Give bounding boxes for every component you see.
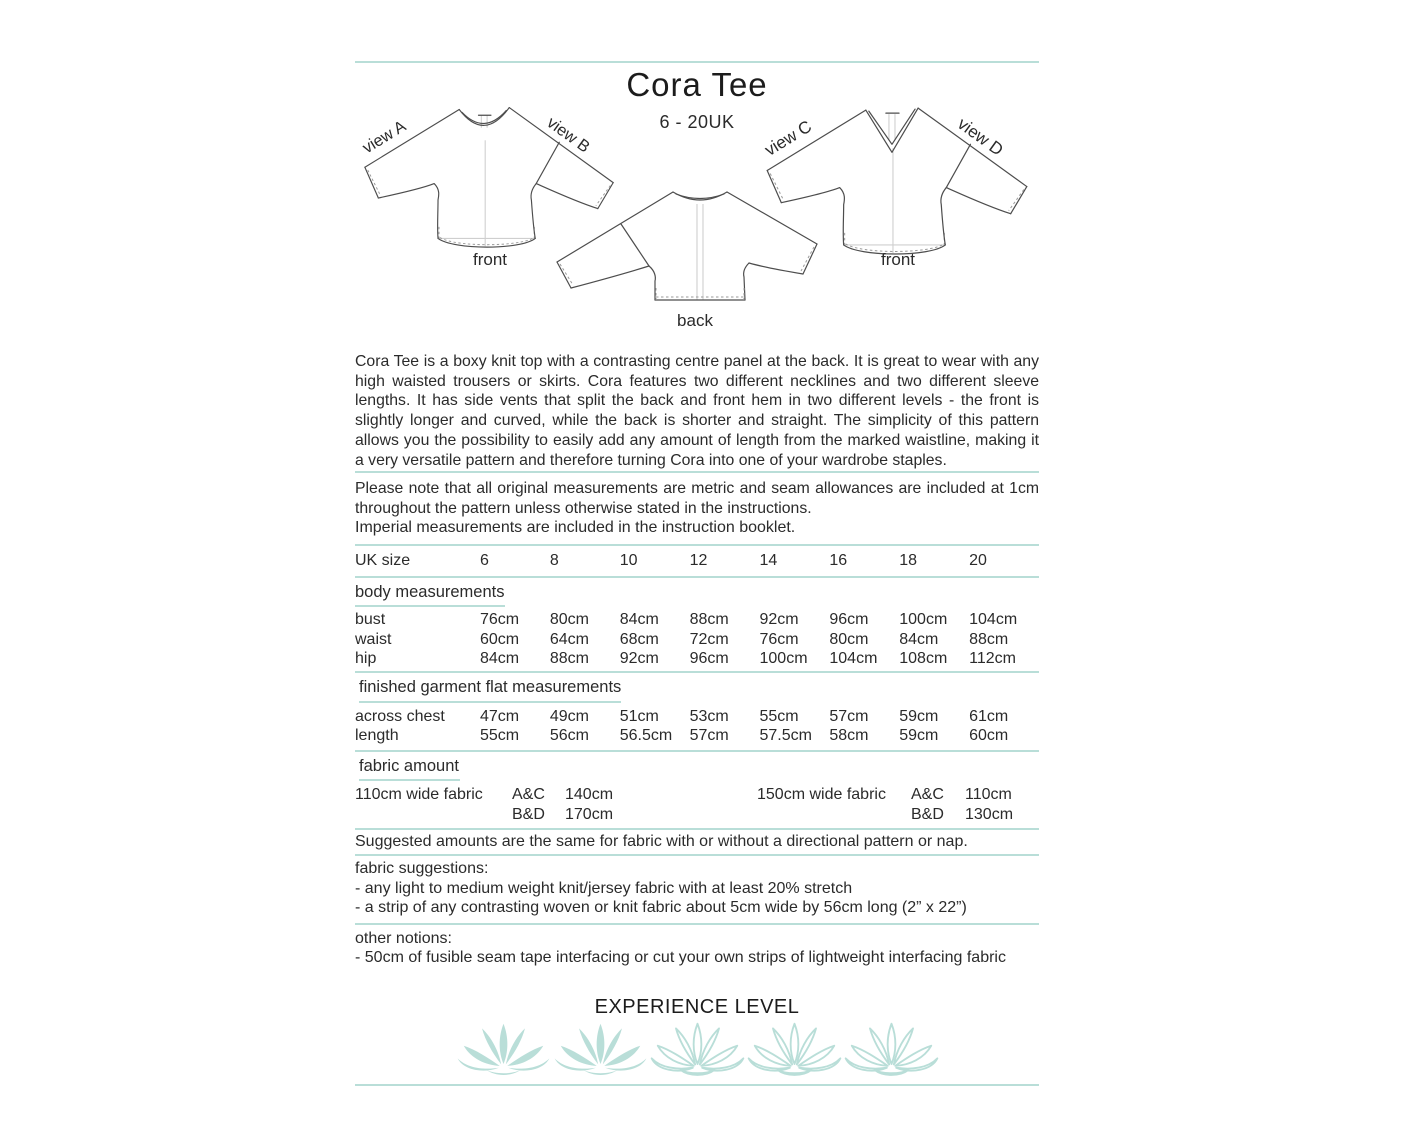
size-cell: 6 [480, 552, 489, 569]
table-cell: 88cm [969, 631, 1009, 648]
table-cell: 53cm [689, 708, 729, 725]
table-cell: 100cm [759, 650, 808, 667]
divider [355, 544, 1039, 546]
view-d-label: view D [954, 114, 1007, 160]
table-cell: 72cm [689, 631, 729, 648]
table-cell: 61cm [969, 708, 1009, 725]
page-title: Cora Tee [626, 66, 768, 103]
table-cell: 57.5cm [759, 727, 812, 744]
table-cell: 47cm [480, 708, 520, 725]
divider [355, 471, 1039, 473]
table-cell: 49cm [549, 708, 589, 725]
table-cell: 92cm [619, 650, 659, 667]
size-cell: 16 [829, 552, 848, 569]
table-cell: 88cm [689, 611, 729, 628]
row-label: length [355, 727, 399, 744]
fabric-amount: 140cm [565, 786, 614, 803]
size-cell: 18 [899, 552, 918, 569]
fabric-amount: 170cm [565, 806, 614, 823]
lotus-icon [650, 1020, 745, 1078]
fabric-views: A&C [512, 786, 545, 803]
garment-caption: back [677, 311, 713, 330]
table-cell: 59cm [899, 708, 939, 725]
row-label: UK size [355, 552, 411, 569]
row-label: waist [355, 631, 392, 648]
fabric-amount-heading: fabric amount [359, 757, 459, 775]
measurement-note: Please note that all original measurements are metric and seam allowances are included at 1cm throughout the pattern unless otherwise stated in the instructions. [355, 480, 1039, 517]
table-cell: 76cm [759, 631, 799, 648]
table-cell: 76cm [480, 611, 520, 628]
size-cell: 20 [969, 552, 987, 569]
table-cell: 104cm [969, 611, 1018, 628]
table-cell: 84cm [899, 631, 939, 648]
divider [355, 854, 1039, 856]
fabric-views: A&C [911, 786, 944, 803]
lotus-icon [747, 1020, 842, 1078]
garment-front-v-neck-drawing [757, 96, 1039, 257]
table-cell: 60cm [969, 727, 1009, 744]
heading-underline [359, 779, 460, 781]
table-row [355, 727, 1039, 745]
divider [355, 828, 1039, 830]
row-label: hip [355, 650, 377, 667]
table-row [355, 708, 1039, 726]
divider [355, 671, 1039, 673]
size-range: 6 - 20UK [659, 112, 735, 132]
table-cell: 100cm [899, 611, 948, 628]
garment-measurements-heading: finished garment flat measurements [359, 678, 622, 696]
row-label: bust [355, 611, 386, 628]
content-column [355, 0, 1039, 1135]
size-cell: 10 [619, 552, 638, 569]
table-cell: 60cm [480, 631, 520, 648]
divider [355, 923, 1039, 925]
fabric-amount: 130cm [965, 806, 1014, 823]
size-cell: 12 [689, 552, 708, 569]
divider [355, 61, 1039, 63]
fabric-amount: 110cm [965, 786, 1012, 803]
table-cell: 88cm [549, 650, 589, 667]
table-cell: 51cm [619, 708, 659, 725]
table-cell: 55cm [759, 708, 799, 725]
experience-level-heading: EXPERIENCE LEVEL [594, 996, 800, 1018]
other-notions-item: - 50cm of fusible seam tape interfacing or cut your own strips of lightweight interfacing fabric [355, 949, 1006, 966]
table-cell: 55cm [480, 727, 520, 744]
table-cell: 80cm [829, 631, 869, 648]
table-cell: 57cm [829, 708, 869, 725]
uk-size-row [355, 552, 1039, 570]
fabric-views: B&D [512, 806, 545, 823]
body-measurements-heading: body measurements [355, 583, 505, 601]
table-cell: 112cm [969, 650, 1016, 667]
fabric-views: B&D [911, 806, 944, 823]
table-cell: 84cm [619, 611, 659, 628]
view-c-label: view C [761, 116, 816, 160]
table-row [355, 631, 1039, 649]
divider [355, 1084, 1039, 1086]
divider [355, 576, 1039, 578]
table-cell: 64cm [549, 631, 589, 648]
table-cell: 96cm [829, 611, 869, 628]
table-cell: 56cm [549, 727, 589, 744]
table-cell: 104cm [829, 650, 878, 667]
size-cell: 8 [549, 552, 559, 569]
table-cell: 96cm [689, 650, 729, 667]
fabric-amount-note: Suggested amounts are the same for fabric with or without a directional pattern or nap. [355, 833, 968, 850]
pattern-description: Cora Tee is a boxy knit top with a contrasting centre panel at the back. It is great to wear with any high waisted trousers or skirts. Cora features two different necklines and two different sleeve lengths. It has side vents that split the back and front hem in two different levels - the front is slightly longer and curved, while the back is shorter and straight. The simplicity of this pattern allows you the possibility to easily add any amount of length from the marked waistline, making it a very versatile pattern and therefore turning Cora into one of your wardrobe staples. [355, 353, 1039, 469]
row-label: across chest [355, 708, 445, 725]
fabric-suggestion-item: - a strip of any contrasting woven or knit fabric about 5cm wide by 56cm long (2” x 22”) [355, 899, 967, 916]
table-row [355, 650, 1039, 668]
lotus-icon [844, 1020, 939, 1078]
experience-level-row [355, 1020, 1039, 1078]
table-cell: 108cm [899, 650, 948, 667]
table-cell: 58cm [829, 727, 869, 744]
fabric-width-label: 150cm wide fabric [757, 786, 886, 803]
size-cell: 14 [759, 552, 778, 569]
heading-underline [355, 605, 505, 607]
lotus-icon [553, 1020, 648, 1078]
fabric-suggestions-heading: fabric suggestions: [355, 860, 489, 877]
table-cell: 80cm [549, 611, 589, 628]
other-notions-heading: other notions: [355, 930, 452, 947]
divider [355, 750, 1039, 752]
table-cell: 84cm [480, 650, 520, 667]
table-row [355, 611, 1039, 629]
fabric-suggestion-item: - any light to medium weight knit/jersey fabric with at least 20% stretch [355, 880, 853, 897]
lotus-icon [456, 1020, 551, 1078]
fabric-width-label: 110cm wide fabric [355, 786, 483, 803]
garment-caption: front [472, 250, 508, 269]
view-b-label: view B [543, 113, 594, 157]
table-cell: 57cm [689, 727, 729, 744]
table-cell: 68cm [619, 631, 659, 648]
garment-caption: front [880, 250, 916, 269]
heading-underline [359, 701, 621, 703]
table-cell: 92cm [759, 611, 799, 628]
view-a-label: view A [359, 117, 410, 158]
table-cell: 56.5cm [619, 727, 673, 744]
table-cell: 59cm [899, 727, 939, 744]
imperial-note: Imperial measurements are included in the instruction booklet. [355, 519, 796, 536]
